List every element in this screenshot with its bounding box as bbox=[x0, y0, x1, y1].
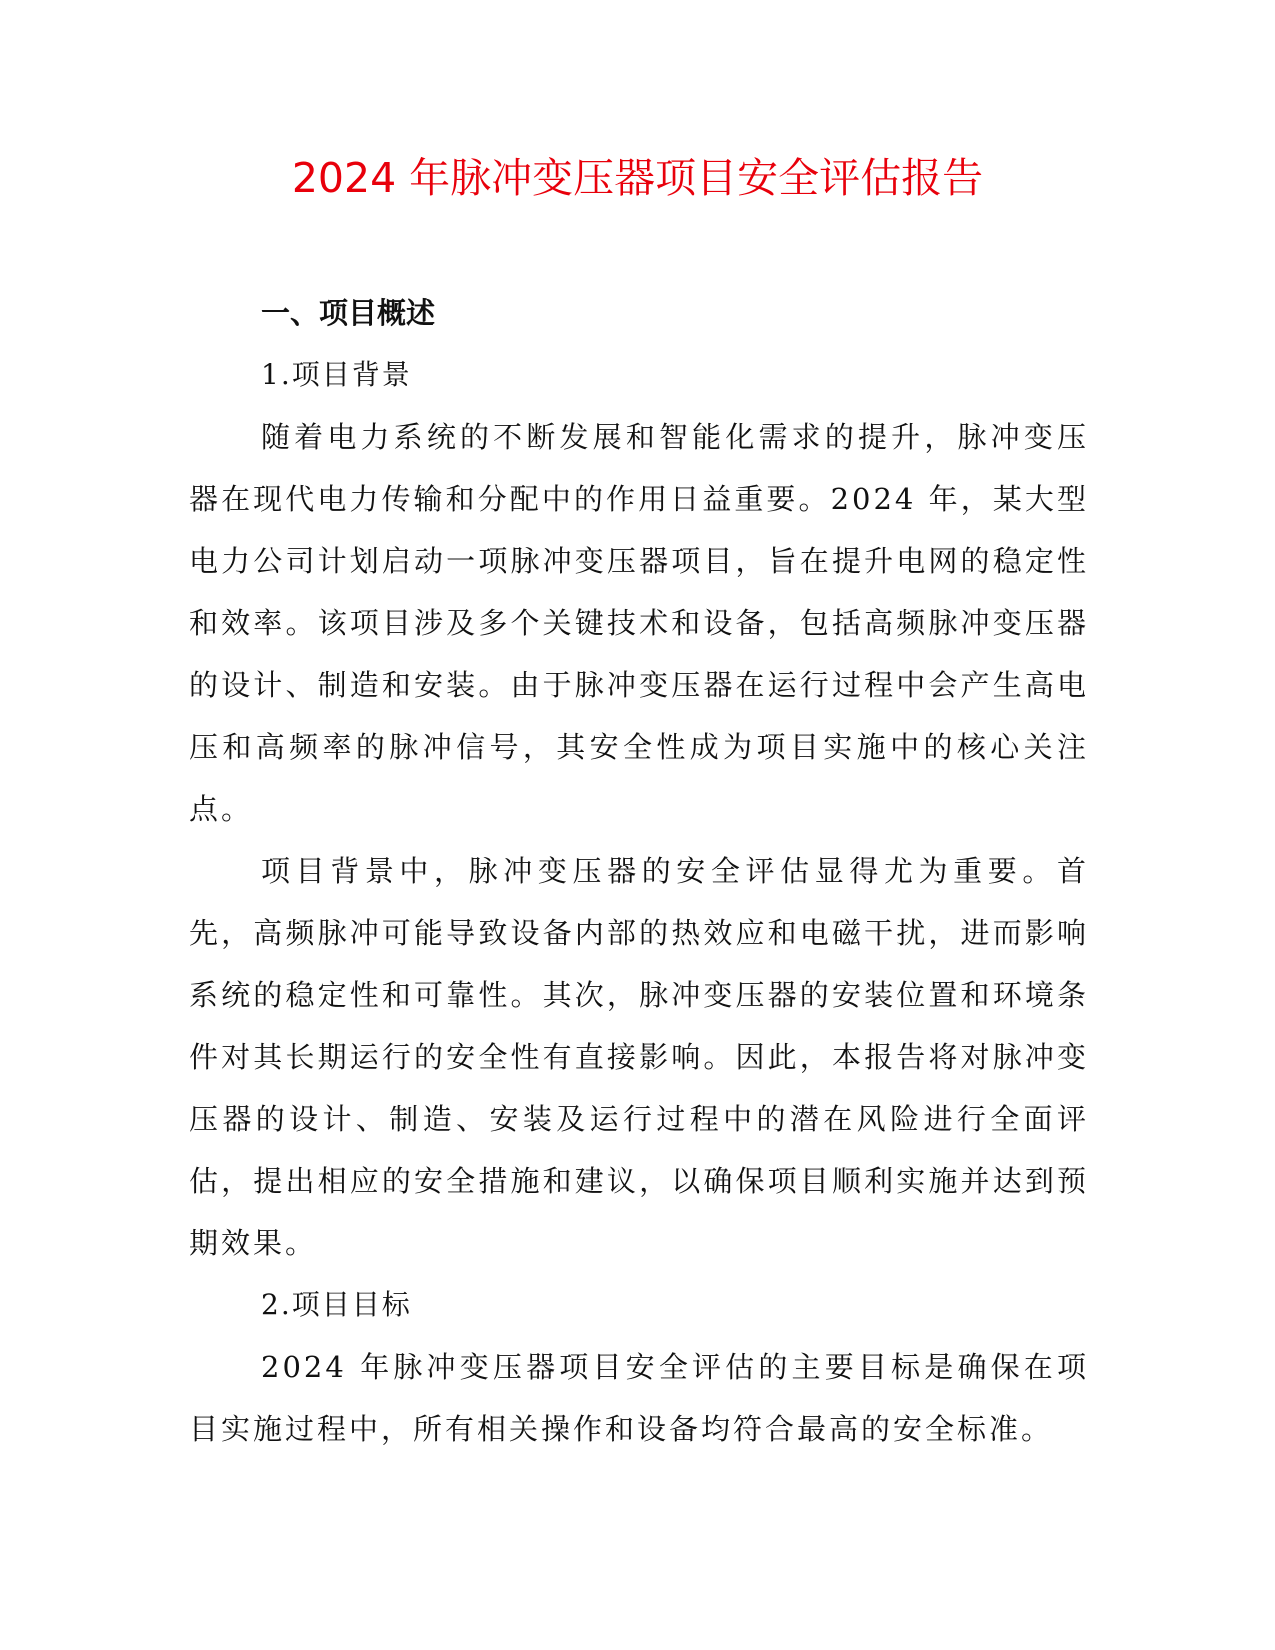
paragraph-background-1: 随着电力系统的不断发展和智能化需求的提升，脉冲变压器在现代电力传输和分配中的作用日益重要。2024 年，某大型电力公司计划启动一项脉冲变压器项目，旨在提升电网的稳定性和效率。该项目涉及多个关键技术和设备，包括高频脉冲变压器的设计、制造和安装。由于脉冲变压器在运行过程中会产生高电压和高频率的脉冲信号，其安全性成为项目实施中的核心关注点。 bbox=[189, 420, 1089, 826]
document-body bbox=[189, 282, 1089, 1460]
subsection-heading-background: 1.项目背景 bbox=[261, 358, 412, 391]
subsection-heading-goals: 2.项目目标 bbox=[261, 1288, 412, 1321]
section-heading-overview: 一、项目概述 bbox=[261, 296, 436, 330]
paragraph-goals-1: 2024 年脉冲变压器项目安全评估的主要目标是确保在项目实施过程中，所有相关操作和设备均符合最高的安全标准。 bbox=[189, 1350, 1089, 1446]
document-title: 2024 年脉冲变压器项目安全评估报告 bbox=[291, 154, 984, 202]
paragraph-background-2: 项目背景中，脉冲变压器的安全评估显得尤为重要。首先，高频脉冲可能导致设备内部的热效应和电磁干扰，进而影响系统的稳定性和可靠性。其次，脉冲变压器的安装位置和环境条件对其长期运行的安全性有直接影响。因此，本报告将对脉冲变压器的设计、制造、安装及运行过程中的潜在风险进行全面评估，提出相应的安全措施和建议，以确保项目顺利实施并达到预期效果。 bbox=[189, 854, 1089, 1260]
